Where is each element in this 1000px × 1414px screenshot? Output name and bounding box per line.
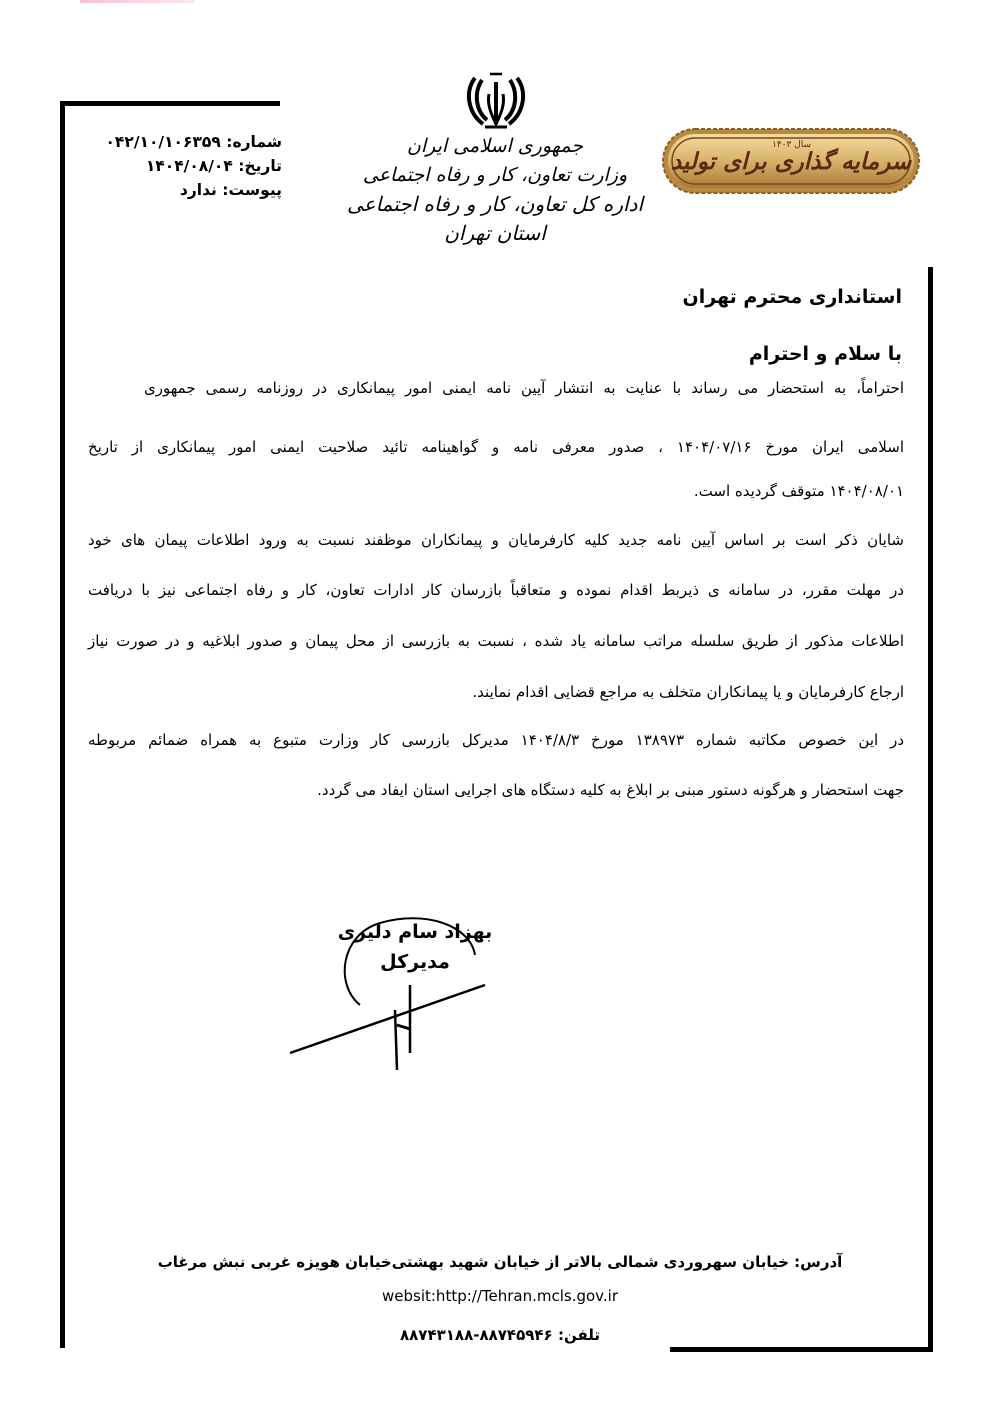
footer-website[interactable]: websit:http://Tehran.mcls.gov.ir: [382, 1287, 618, 1305]
paragraph-line: در مهلت مقرر، در سامانه ی ذیربط اقدام نموده و متعاقباً بازرسان کار ادارات تعاون، کار و رفاه اجتماعی نیز با دریافت: [88, 581, 904, 599]
paragraph-line: احتراماً، به استحضار می رساند با عنایت به انتشار آیین نامه ایمنی امور پیمانکاری در روزنامه رسمی جمهوری: [144, 379, 904, 397]
letter-date-value: ۱۴۰۴/۰۸/۰۴: [145, 157, 233, 175]
signatory-name: بهزاد سام دلیری: [337, 921, 493, 943]
frame-bottom-right-horizontal: [670, 1347, 933, 1352]
letter-date-label: تاریخ:: [238, 157, 282, 175]
signatory: [325, 917, 505, 977]
top-edge-mark: [80, 0, 195, 3]
letter-attachment-label: پیوست:: [222, 181, 282, 199]
letter-attachment-value: ندارد: [179, 181, 217, 199]
paragraph-line: اسلامی ایران مورخ ۱۴۰۴/۰۷/۱۶ ، صدور معرفی نامه و گواهینامه تائید صلاحیت ایمنی امور پیمانکاری از تاریخ: [88, 438, 904, 456]
paragraph-line: اطلاعات مذکور از طریق سلسله مراتب سامانه یاد شده ، نسبت به بازرسی از محل پیمان و صدور ابلاغیه و در صورت نیاز: [88, 632, 904, 650]
paragraph-line: جهت استحضار و هرگونه دستور مبنی بر ابلاغ به کلیه دستگاه های اجرایی استان ایفاد می گردد.: [317, 781, 904, 799]
letter-number-label: شماره:: [226, 133, 282, 151]
signature-block: [285, 905, 510, 1070]
letter-number-value: ۰۴۲/۱۰/۱۰۶۳۵۹: [105, 133, 221, 151]
ministry-name: وزارت تعاون، کار و رفاه اجتماعی: [362, 164, 628, 186]
paragraph-line: شایان ذکر است بر اساس آیین نامه جدید کلیه کارفرمایان و پیمانکاران موظفند نسبت به ورود اطلاعات پیمان های خود: [88, 531, 904, 549]
frame-top-left-horizontal: [60, 101, 280, 106]
letter-meta: [42, 130, 282, 202]
signatory-title: مدیرکل: [380, 951, 450, 973]
letter-date: [42, 154, 282, 178]
letter-number: [42, 130, 282, 154]
iran-emblem-icon: [465, 70, 527, 130]
letter-attachment: [42, 178, 282, 202]
country-name: جمهوری اسلامی ایران: [406, 135, 584, 157]
paragraph-line: ۱۴۰۴/۰۸/۰۱ متوقف گردیده است.: [693, 482, 904, 500]
paragraph-line: ارجاع کارفرمایان و یا پیمانکاران متخلف به مراجع قضایی اقدام نمایند.: [472, 683, 904, 701]
frame-right-vertical: [928, 267, 933, 1352]
footer-phone: تلفن: ۸۸۷۴۵۹۴۶-۸۸۷۴۳۱۸۸: [399, 1326, 600, 1344]
frame-left-vertical: [60, 101, 65, 1348]
ministry-header: [330, 132, 660, 248]
paragraph-line: در این خصوص مکاتبه شماره ۱۳۸۹۷۳ مورخ ۱۴۰۴/۸/۳ مدیرکل بازرسی کار وزارت متبوع به همراه ضمائم مربوطه: [88, 731, 905, 749]
footer-address: آدرس: خیابان سهروردی شمالی بالاتر از خیابان شهید بهشتی‌خیابان هویزه غربی نبش مرغاب: [157, 1253, 843, 1271]
slogan-text: سرمایه گذاری برای تولید: [670, 147, 912, 175]
recipient: استانداری محترم تهران: [682, 286, 902, 308]
department-name: اداره کل تعاون، کار و رفاه اجتماعی استان تهران: [346, 192, 643, 245]
greeting: با سلام و احترام: [748, 343, 902, 365]
slogan-year: سال ۱۴۰۳: [772, 140, 812, 150]
slogan-badge: [660, 126, 922, 196]
